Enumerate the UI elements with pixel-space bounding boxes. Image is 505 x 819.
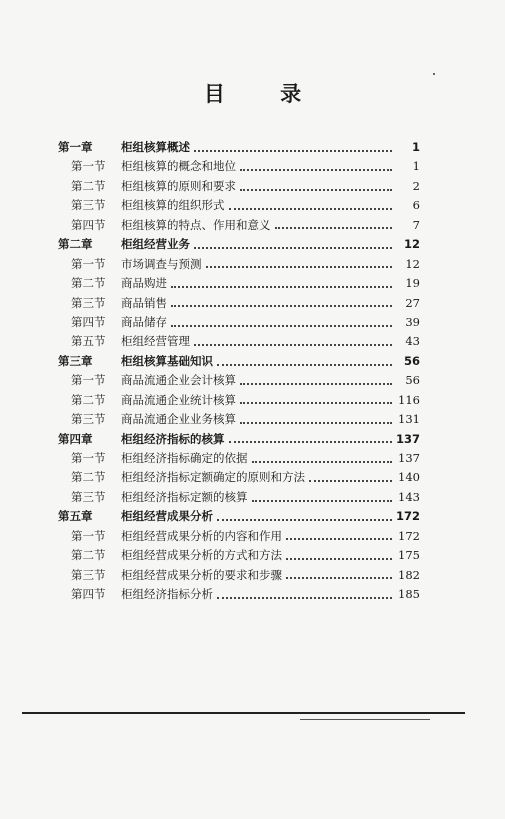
section-title: 柜组核算的特点、作用和意义 xyxy=(121,217,271,232)
dot-leader xyxy=(240,189,392,191)
toc-section-row[interactable] xyxy=(58,158,420,177)
chapter-number: 第三章 xyxy=(58,353,93,368)
chapter-page-number: 12 xyxy=(403,237,420,252)
section-page-number: 1 xyxy=(412,159,420,174)
toc-section-row[interactable] xyxy=(58,295,420,314)
section-title: 商品购进 xyxy=(121,276,167,291)
section-page-number: 182 xyxy=(398,567,420,582)
section-page-number: 43 xyxy=(405,334,420,349)
section-number: 第三节 xyxy=(71,198,106,213)
section-number: 第三节 xyxy=(71,295,106,310)
toc-section-row[interactable] xyxy=(58,450,420,469)
dot-leader xyxy=(194,150,392,152)
table-of-contents xyxy=(58,139,420,606)
dot-leader xyxy=(217,364,392,366)
bottom-rule-short xyxy=(300,719,430,720)
section-number: 第二节 xyxy=(71,276,106,291)
chapter-title: 柜组核算概述 xyxy=(121,140,190,154)
toc-chapter-row[interactable] xyxy=(58,508,420,527)
scan-speck xyxy=(433,73,435,75)
dot-leader xyxy=(286,577,392,579)
section-page-number: 116 xyxy=(398,392,420,407)
toc-section-row[interactable] xyxy=(58,411,420,430)
section-number: 第一节 xyxy=(71,256,106,271)
chapter-number: 第二章 xyxy=(58,237,93,252)
toc-section-row[interactable] xyxy=(58,489,420,508)
section-number: 第三节 xyxy=(71,489,106,504)
dot-leader xyxy=(252,500,393,502)
chapter-page-number: 1 xyxy=(411,140,420,154)
section-page-number: 131 xyxy=(398,412,420,427)
chapter-title: 柜组核算基础知识 xyxy=(121,353,213,368)
section-number: 第一节 xyxy=(71,451,106,465)
dot-leader xyxy=(229,208,393,210)
section-number: 第一节 xyxy=(71,528,106,543)
section-title: 柜组经济指标确定的依据 xyxy=(121,451,248,465)
toc-section-row[interactable] xyxy=(58,217,420,236)
chapter-title: 柜组经营成果分析 xyxy=(121,509,213,524)
section-page-number: 6 xyxy=(412,198,420,213)
dot-leader xyxy=(171,286,392,288)
toc-section-row[interactable] xyxy=(58,567,420,586)
toc-section-row[interactable] xyxy=(58,528,420,547)
toc-section-row[interactable] xyxy=(58,586,420,605)
section-page-number: 2 xyxy=(412,178,420,193)
chapter-number: 第一章 xyxy=(58,140,93,154)
section-number: 第四节 xyxy=(71,217,106,232)
dot-leader xyxy=(309,480,392,482)
section-number: 第三节 xyxy=(71,567,106,582)
dot-leader xyxy=(286,538,392,540)
section-title: 柜组核算的概念和地位 xyxy=(121,159,236,174)
toc-chapter-row[interactable] xyxy=(58,431,420,450)
section-number: 第二节 xyxy=(71,178,106,193)
section-page-number: 56 xyxy=(405,373,420,388)
section-page-number: 137 xyxy=(398,451,420,465)
section-page-number: 172 xyxy=(398,528,420,543)
section-title: 柜组经济指标定额确定的原则和方法 xyxy=(121,470,305,485)
section-number: 第一节 xyxy=(71,159,106,174)
page-title: 目 录 xyxy=(203,82,326,106)
section-number: 第二节 xyxy=(71,548,106,563)
section-page-number: 143 xyxy=(398,489,420,504)
section-title: 柜组经营成果分析的要求和步骤 xyxy=(121,567,282,582)
section-page-number: 39 xyxy=(405,314,420,329)
toc-section-row[interactable] xyxy=(58,333,420,352)
section-title: 柜组经济指标定额的核算 xyxy=(121,489,248,504)
toc-chapter-row[interactable] xyxy=(58,236,420,255)
dot-leader xyxy=(171,305,392,307)
dot-leader xyxy=(240,422,392,424)
section-title: 商品储存 xyxy=(121,314,167,329)
dot-leader xyxy=(252,461,393,463)
dot-leader xyxy=(229,441,392,443)
section-number: 第二节 xyxy=(71,392,106,407)
section-page-number: 12 xyxy=(405,256,420,271)
chapter-number: 第五章 xyxy=(58,509,93,524)
section-number: 第四节 xyxy=(71,314,106,329)
toc-section-row[interactable] xyxy=(58,469,420,488)
section-title: 柜组核算的组织形式 xyxy=(121,198,225,213)
section-title: 柜组经营成果分析的内容和作用 xyxy=(121,528,282,543)
section-title: 商品流通企业统计核算 xyxy=(121,392,236,407)
toc-chapter-row[interactable] xyxy=(58,353,420,372)
section-number: 第一节 xyxy=(71,373,106,388)
section-number: 第三节 xyxy=(71,412,106,427)
dot-leader xyxy=(240,169,392,171)
dot-leader xyxy=(240,383,392,385)
chapter-page-number: 56 xyxy=(403,353,420,368)
toc-section-row[interactable] xyxy=(58,197,420,216)
section-page-number: 175 xyxy=(398,548,420,563)
section-page-number: 140 xyxy=(398,470,420,485)
section-title: 商品流通企业会计核算 xyxy=(121,373,236,388)
section-page-number: 185 xyxy=(398,587,420,602)
dot-leader xyxy=(171,325,392,327)
chapter-title: 柜组经营业务 xyxy=(121,237,190,252)
dot-leader xyxy=(275,227,393,229)
chapter-number: 第四章 xyxy=(58,431,93,446)
dot-leader xyxy=(286,558,392,560)
toc-section-row[interactable] xyxy=(58,275,420,294)
section-title: 商品销售 xyxy=(121,295,167,310)
dot-leader xyxy=(194,344,392,346)
section-title: 市场调查与预测 xyxy=(121,256,202,271)
section-title: 柜组经营管理 xyxy=(121,334,190,349)
dot-leader xyxy=(206,266,393,268)
section-page-number: 19 xyxy=(405,276,420,291)
bottom-rule xyxy=(22,712,465,714)
section-title: 柜组经营成果分析的方式和方法 xyxy=(121,548,282,563)
section-title: 商品流通企业业务核算 xyxy=(121,412,236,427)
toc-section-row[interactable] xyxy=(58,256,420,275)
dot-leader xyxy=(217,597,392,599)
chapter-page-number: 172 xyxy=(395,509,420,524)
toc-section-row[interactable] xyxy=(58,178,420,197)
chapter-title: 柜组经济指标的核算 xyxy=(121,431,225,446)
section-title: 柜组核算的原则和要求 xyxy=(121,178,236,193)
dot-leader xyxy=(217,519,392,521)
section-page-number: 7 xyxy=(412,217,420,232)
toc-section-row[interactable] xyxy=(58,372,420,391)
section-title: 柜组经济指标分析 xyxy=(121,587,213,602)
section-page-number: 27 xyxy=(405,295,420,310)
toc-section-row[interactable] xyxy=(58,392,420,411)
toc-section-row[interactable] xyxy=(58,547,420,566)
section-number: 第五节 xyxy=(71,334,106,349)
dot-leader xyxy=(240,402,392,404)
section-number: 第四节 xyxy=(71,587,106,602)
toc-chapter-row[interactable] xyxy=(58,139,420,158)
toc-section-row[interactable] xyxy=(58,314,420,333)
section-number: 第二节 xyxy=(71,470,106,485)
chapter-page-number: 137 xyxy=(395,431,420,446)
dot-leader xyxy=(194,247,392,249)
